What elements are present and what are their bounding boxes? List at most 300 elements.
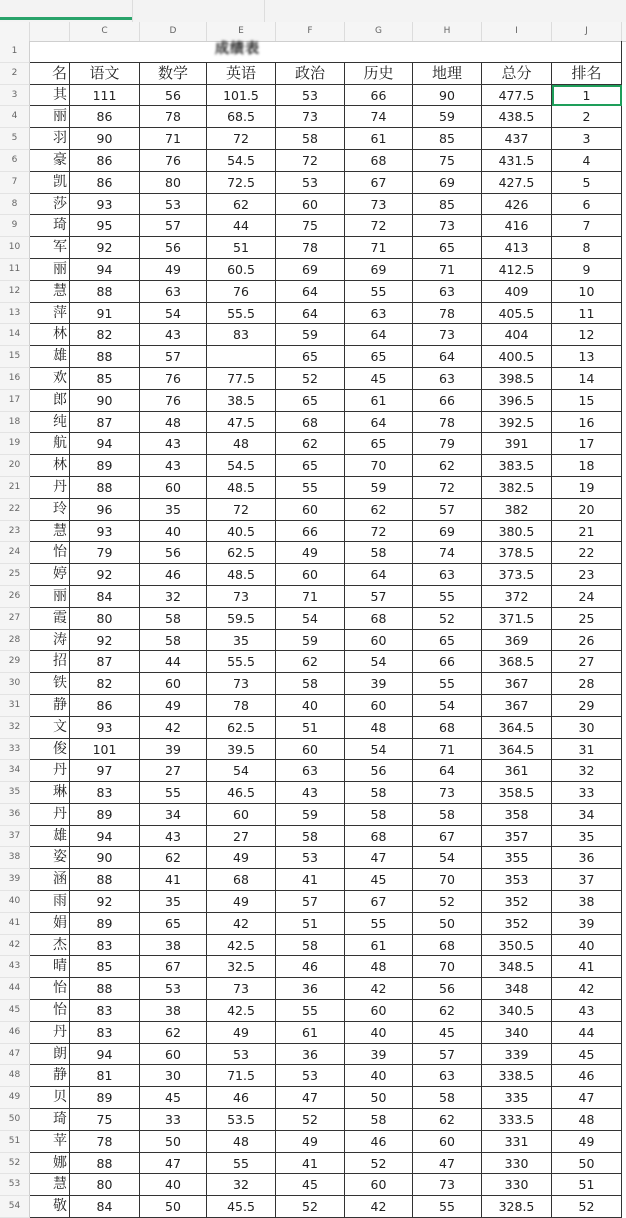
row-number[interactable]: 12 [0,281,30,303]
score-cell[interactable]: 42 [207,913,276,935]
rank-cell[interactable]: 8 [552,237,622,259]
score-cell[interactable]: 73 [413,324,482,346]
score-cell[interactable]: 58 [276,128,345,150]
score-cell[interactable]: 60 [140,1044,207,1066]
score-cell[interactable]: 44 [140,651,207,673]
score-cell[interactable]: 65 [345,346,413,368]
score-cell[interactable]: 35 [140,891,207,913]
score-cell[interactable]: 56 [140,85,207,107]
score-cell[interactable]: 49 [207,847,276,869]
score-cell[interactable]: 38 [140,1000,207,1022]
row-number[interactable]: 9 [0,215,30,237]
score-cell[interactable]: 42.5 [207,1000,276,1022]
score-cell[interactable]: 48 [345,956,413,978]
total-cell[interactable]: 358 [482,804,552,826]
score-cell[interactable]: 43 [140,324,207,346]
column-header-i[interactable]: I [482,22,552,41]
total-cell[interactable]: 353 [482,869,552,891]
score-cell[interactable]: 61 [345,390,413,412]
score-cell[interactable]: 85 [413,194,482,216]
rank-cell[interactable]: 6 [552,194,622,216]
score-cell[interactable]: 42 [140,717,207,739]
row-number[interactable]: 5 [0,128,30,150]
header-cell[interactable]: 总分 [482,63,552,85]
row-number[interactable]: 54 [0,1196,30,1218]
score-cell[interactable]: 68 [413,717,482,739]
name-cell[interactable]: 郎 [30,390,70,412]
score-cell[interactable]: 66 [345,85,413,107]
row-number[interactable]: 45 [0,1000,30,1022]
rank-cell[interactable]: 17 [552,433,622,455]
score-cell[interactable]: 82 [70,324,140,346]
total-cell[interactable]: 369 [482,630,552,652]
score-cell[interactable]: 36 [276,978,345,1000]
name-cell[interactable]: 琦 [30,1109,70,1131]
name-cell[interactable]: 招 [30,651,70,673]
score-cell[interactable]: 51 [276,717,345,739]
name-cell[interactable]: 铁 [30,673,70,695]
name-cell[interactable]: 娜 [30,1153,70,1175]
total-cell[interactable]: 339 [482,1044,552,1066]
score-cell[interactable]: 54 [276,608,345,630]
row-number[interactable]: 23 [0,521,30,543]
total-cell[interactable]: 427.5 [482,172,552,194]
score-cell[interactable]: 38.5 [207,390,276,412]
row-number[interactable]: 35 [0,782,30,804]
row-number[interactable]: 19 [0,433,30,455]
total-cell[interactable]: 355 [482,847,552,869]
name-cell[interactable]: 丹 [30,1022,70,1044]
row-number[interactable]: 26 [0,586,30,608]
score-cell[interactable]: 92 [70,237,140,259]
score-cell[interactable]: 70 [345,455,413,477]
score-cell[interactable]: 42 [345,1196,413,1218]
score-cell[interactable]: 60 [140,673,207,695]
rank-cell[interactable]: 32 [552,760,622,782]
name-cell[interactable]: 怡 [30,978,70,1000]
score-cell[interactable]: 55 [345,281,413,303]
score-cell[interactable]: 43 [140,433,207,455]
score-cell[interactable]: 68 [345,608,413,630]
row-number[interactable]: 42 [0,935,30,957]
name-cell[interactable]: 丹 [30,477,70,499]
score-cell[interactable]: 83 [70,782,140,804]
name-cell[interactable]: 其 [30,85,70,107]
row-number[interactable]: 40 [0,891,30,913]
score-cell[interactable]: 47 [276,1087,345,1109]
name-cell[interactable]: 丽 [30,586,70,608]
score-cell[interactable]: 55 [276,477,345,499]
score-cell[interactable]: 45.5 [207,1196,276,1218]
score-cell[interactable]: 75 [413,150,482,172]
rank-cell[interactable]: 25 [552,608,622,630]
score-cell[interactable]: 80 [70,1174,140,1196]
score-cell[interactable]: 46 [345,1131,413,1153]
row-number[interactable]: 1 [0,41,30,63]
score-cell[interactable]: 53.5 [207,1109,276,1131]
score-cell[interactable]: 78 [70,1131,140,1153]
score-cell[interactable]: 51 [207,237,276,259]
score-cell[interactable]: 48.5 [207,477,276,499]
score-cell[interactable]: 62 [140,1022,207,1044]
score-cell[interactable]: 71 [345,237,413,259]
score-cell[interactable]: 65 [345,433,413,455]
row-number[interactable]: 37 [0,826,30,848]
score-cell[interactable]: 39 [345,1044,413,1066]
name-cell[interactable]: 涵 [30,869,70,891]
score-cell[interactable]: 66 [413,651,482,673]
score-cell[interactable]: 56 [140,237,207,259]
total-cell[interactable]: 367 [482,695,552,717]
score-cell[interactable]: 94 [70,433,140,455]
score-cell[interactable]: 50 [413,913,482,935]
score-cell[interactable]: 101.5 [207,85,276,107]
score-cell[interactable]: 60 [140,477,207,499]
score-cell[interactable]: 58 [413,804,482,826]
score-cell[interactable]: 52 [413,608,482,630]
name-cell[interactable]: 霞 [30,608,70,630]
score-cell[interactable]: 63 [413,1065,482,1087]
row-number[interactable]: 2 [0,63,30,85]
column-header-f[interactable]: F [276,22,345,41]
score-cell[interactable]: 76 [140,150,207,172]
score-cell[interactable]: 47 [413,1153,482,1175]
score-cell[interactable]: 60 [207,804,276,826]
total-cell[interactable]: 357 [482,826,552,848]
row-number[interactable]: 10 [0,237,30,259]
score-cell[interactable]: 65 [276,346,345,368]
rank-cell[interactable]: 9 [552,259,622,281]
score-cell[interactable]: 59 [276,324,345,346]
total-cell[interactable]: 438.5 [482,106,552,128]
score-cell[interactable]: 64 [345,564,413,586]
rank-cell[interactable]: 49 [552,1131,622,1153]
score-cell[interactable]: 59 [345,477,413,499]
score-cell[interactable]: 61 [345,128,413,150]
total-cell[interactable]: 373.5 [482,564,552,586]
row-number[interactable]: 32 [0,717,30,739]
score-cell[interactable]: 58 [413,1087,482,1109]
score-cell[interactable]: 58 [345,1109,413,1131]
score-cell[interactable]: 71.5 [207,1065,276,1087]
score-cell[interactable]: 62.5 [207,717,276,739]
score-cell[interactable]: 78 [413,412,482,434]
column-header-e[interactable]: E [207,22,276,41]
score-cell[interactable]: 58 [276,673,345,695]
score-cell[interactable] [207,346,276,368]
rank-cell[interactable]: 26 [552,630,622,652]
total-cell[interactable]: 352 [482,891,552,913]
rank-cell[interactable]: 52 [552,1196,622,1218]
score-cell[interactable]: 67 [140,956,207,978]
score-cell[interactable]: 87 [70,412,140,434]
score-cell[interactable]: 27 [207,826,276,848]
score-cell[interactable]: 56 [413,978,482,1000]
total-cell[interactable]: 348.5 [482,956,552,978]
score-cell[interactable]: 46 [276,956,345,978]
score-cell[interactable]: 81 [70,1065,140,1087]
row-number[interactable]: 36 [0,804,30,826]
score-cell[interactable]: 45 [140,1087,207,1109]
score-cell[interactable]: 48 [140,412,207,434]
score-cell[interactable]: 62 [413,1000,482,1022]
total-cell[interactable]: 371.5 [482,608,552,630]
name-cell[interactable]: 豪 [30,150,70,172]
score-cell[interactable]: 93 [70,717,140,739]
total-cell[interactable]: 330 [482,1153,552,1175]
row-number[interactable]: 27 [0,608,30,630]
row-number[interactable]: 3 [0,85,30,107]
name-cell[interactable]: 静 [30,1065,70,1087]
score-cell[interactable]: 73 [207,586,276,608]
score-cell[interactable]: 30 [140,1065,207,1087]
score-cell[interactable]: 55 [207,1153,276,1175]
score-cell[interactable]: 68.5 [207,106,276,128]
score-cell[interactable]: 52 [345,1153,413,1175]
score-cell[interactable]: 55 [345,913,413,935]
score-cell[interactable]: 58 [140,608,207,630]
score-cell[interactable]: 40 [345,1065,413,1087]
row-number[interactable]: 22 [0,499,30,521]
row-number[interactable]: 8 [0,194,30,216]
score-cell[interactable]: 40 [276,695,345,717]
rank-cell[interactable]: 50 [552,1153,622,1175]
score-cell[interactable]: 57 [413,1044,482,1066]
row-number[interactable]: 6 [0,150,30,172]
row-number[interactable]: 34 [0,760,30,782]
total-cell[interactable]: 367 [482,673,552,695]
total-cell[interactable]: 380.5 [482,521,552,543]
total-cell[interactable]: 338.5 [482,1065,552,1087]
score-cell[interactable]: 88 [70,869,140,891]
name-cell[interactable]: 怡 [30,1000,70,1022]
score-cell[interactable]: 52 [413,891,482,913]
score-cell[interactable]: 42.5 [207,935,276,957]
total-cell[interactable]: 398.5 [482,368,552,390]
score-cell[interactable]: 90 [413,85,482,107]
row-number[interactable]: 47 [0,1044,30,1066]
score-cell[interactable]: 54 [413,847,482,869]
rank-cell[interactable]: 43 [552,1000,622,1022]
score-cell[interactable]: 87 [70,651,140,673]
score-cell[interactable]: 68 [345,150,413,172]
score-cell[interactable]: 72 [413,477,482,499]
name-cell[interactable]: 敬 [30,1196,70,1218]
score-cell[interactable]: 68 [413,935,482,957]
score-cell[interactable]: 34 [140,804,207,826]
score-cell[interactable]: 54 [413,695,482,717]
header-cell[interactable]: 英语 [207,63,276,85]
score-cell[interactable]: 65 [413,630,482,652]
score-cell[interactable]: 39.5 [207,739,276,761]
score-cell[interactable]: 35 [207,630,276,652]
rank-cell[interactable]: 51 [552,1174,622,1196]
score-cell[interactable]: 85 [70,368,140,390]
score-cell[interactable]: 71 [276,586,345,608]
score-cell[interactable]: 55.5 [207,303,276,325]
score-cell[interactable]: 53 [207,1044,276,1066]
row-number[interactable]: 16 [0,368,30,390]
row-number[interactable]: 28 [0,630,30,652]
name-cell[interactable]: 玲 [30,499,70,521]
score-cell[interactable]: 53 [276,85,345,107]
score-cell[interactable]: 71 [413,739,482,761]
score-cell[interactable]: 76 [207,281,276,303]
score-cell[interactable]: 45 [345,869,413,891]
score-cell[interactable]: 71 [140,128,207,150]
score-cell[interactable]: 79 [413,433,482,455]
name-cell[interactable]: 涛 [30,630,70,652]
score-cell[interactable]: 90 [70,847,140,869]
name-cell[interactable]: 丹 [30,804,70,826]
score-cell[interactable]: 57 [276,891,345,913]
score-cell[interactable]: 96 [70,499,140,521]
score-cell[interactable]: 72.5 [207,172,276,194]
row-number[interactable]: 44 [0,978,30,1000]
score-cell[interactable]: 86 [70,172,140,194]
score-cell[interactable]: 55.5 [207,651,276,673]
score-cell[interactable]: 60 [413,1131,482,1153]
name-cell[interactable]: 凯 [30,172,70,194]
score-cell[interactable]: 50 [140,1196,207,1218]
row-number[interactable]: 50 [0,1109,30,1131]
score-cell[interactable]: 58 [276,935,345,957]
score-cell[interactable]: 60 [345,1000,413,1022]
score-cell[interactable]: 46 [207,1087,276,1109]
score-cell[interactable]: 68 [345,826,413,848]
rank-cell[interactable]: 4 [552,150,622,172]
name-cell[interactable]: 林 [30,455,70,477]
score-cell[interactable]: 50 [345,1087,413,1109]
score-cell[interactable]: 54 [140,303,207,325]
total-cell[interactable]: 364.5 [482,717,552,739]
score-cell[interactable]: 92 [70,891,140,913]
select-all-corner[interactable] [0,22,30,41]
score-cell[interactable]: 42 [345,978,413,1000]
total-cell[interactable]: 396.5 [482,390,552,412]
score-cell[interactable]: 57 [413,499,482,521]
score-cell[interactable]: 94 [70,259,140,281]
score-cell[interactable]: 89 [70,1087,140,1109]
score-cell[interactable]: 64 [413,760,482,782]
name-cell[interactable]: 丽 [30,106,70,128]
row-number[interactable]: 49 [0,1087,30,1109]
score-cell[interactable]: 73 [276,106,345,128]
row-number[interactable]: 53 [0,1174,30,1196]
total-cell[interactable]: 477.5 [482,85,552,107]
score-cell[interactable]: 36 [276,1044,345,1066]
score-cell[interactable]: 77.5 [207,368,276,390]
row-number[interactable]: 33 [0,739,30,761]
score-cell[interactable]: 52 [276,1109,345,1131]
score-cell[interactable]: 73 [345,194,413,216]
score-cell[interactable]: 60 [276,499,345,521]
rank-cell[interactable]: 7 [552,215,622,237]
total-cell[interactable]: 416 [482,215,552,237]
score-cell[interactable]: 41 [140,869,207,891]
header-cell[interactable]: 地理 [413,63,482,85]
name-cell[interactable]: 丹 [30,760,70,782]
name-cell[interactable]: 雄 [30,346,70,368]
score-cell[interactable]: 89 [70,913,140,935]
column-header-h[interactable]: H [413,22,482,41]
name-cell[interactable]: 杰 [30,935,70,957]
total-cell[interactable]: 328.5 [482,1196,552,1218]
total-cell[interactable]: 392.5 [482,412,552,434]
total-cell[interactable]: 431.5 [482,150,552,172]
rank-cell[interactable]: 45 [552,1044,622,1066]
name-cell[interactable]: 欢 [30,368,70,390]
rank-cell[interactable]: 40 [552,935,622,957]
score-cell[interactable]: 49 [207,891,276,913]
score-cell[interactable]: 60 [345,630,413,652]
name-cell[interactable]: 静 [30,695,70,717]
total-cell[interactable]: 413 [482,237,552,259]
total-cell[interactable]: 331 [482,1131,552,1153]
score-cell[interactable]: 35 [140,499,207,521]
score-cell[interactable]: 62 [413,455,482,477]
score-cell[interactable]: 40.5 [207,521,276,543]
score-cell[interactable]: 62 [345,499,413,521]
score-cell[interactable]: 60 [345,695,413,717]
score-cell[interactable]: 91 [70,303,140,325]
score-cell[interactable]: 84 [70,1196,140,1218]
score-cell[interactable]: 78 [140,106,207,128]
name-cell[interactable]: 雄 [30,826,70,848]
rank-cell[interactable]: 24 [552,586,622,608]
name-cell[interactable]: 琳 [30,782,70,804]
score-cell[interactable]: 83 [70,1000,140,1022]
score-cell[interactable]: 45 [413,1022,482,1044]
total-cell[interactable]: 382 [482,499,552,521]
score-cell[interactable]: 72 [207,128,276,150]
rank-cell[interactable]: 23 [552,564,622,586]
rank-cell[interactable]: 21 [552,521,622,543]
row-number[interactable]: 30 [0,673,30,695]
score-cell[interactable]: 94 [70,826,140,848]
rank-cell[interactable]: 13 [552,346,622,368]
score-cell[interactable]: 93 [70,194,140,216]
score-cell[interactable]: 41 [276,869,345,891]
row-number[interactable]: 17 [0,390,30,412]
score-cell[interactable]: 60.5 [207,259,276,281]
score-cell[interactable]: 47.5 [207,412,276,434]
score-cell[interactable]: 92 [70,564,140,586]
score-cell[interactable]: 64 [345,412,413,434]
total-cell[interactable]: 352 [482,913,552,935]
name-cell[interactable]: 林 [30,324,70,346]
column-header-g[interactable]: G [345,22,413,41]
column-header-d[interactable]: D [140,22,207,41]
score-cell[interactable]: 48 [345,717,413,739]
score-cell[interactable]: 63 [140,281,207,303]
score-cell[interactable]: 60 [345,1174,413,1196]
score-cell[interactable]: 68 [207,869,276,891]
score-cell[interactable]: 101 [70,739,140,761]
score-cell[interactable]: 43 [140,455,207,477]
score-cell[interactable]: 88 [70,281,140,303]
score-cell[interactable]: 64 [276,303,345,325]
score-cell[interactable]: 55 [413,673,482,695]
score-cell[interactable]: 74 [345,106,413,128]
score-cell[interactable]: 44 [207,215,276,237]
score-cell[interactable]: 49 [140,259,207,281]
score-cell[interactable]: 67 [345,172,413,194]
score-cell[interactable]: 32 [140,586,207,608]
rank-cell[interactable]: 47 [552,1087,622,1109]
rank-cell[interactable]: 46 [552,1065,622,1087]
name-cell[interactable]: 军 [30,237,70,259]
